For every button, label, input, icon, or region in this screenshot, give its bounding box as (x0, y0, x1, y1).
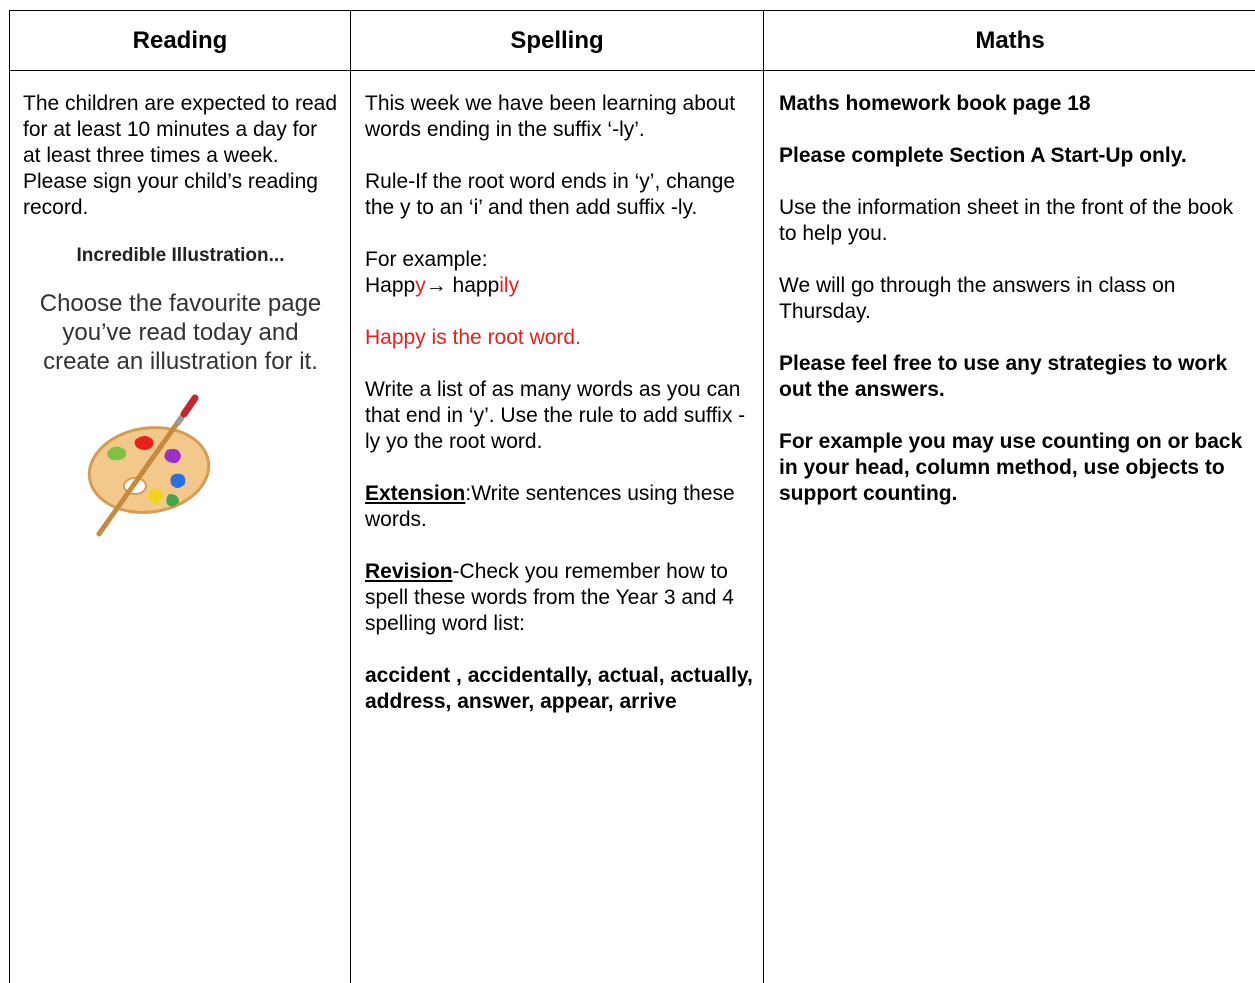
maths-info: Use the information sheet in the front of the book to help you. (779, 196, 1234, 245)
root-word-note: Happy is the root word. (365, 326, 581, 349)
illustration-instructions: Choose the favourite page you’ve read today and create an illustration for it. (39, 290, 322, 375)
maths-book-page: Maths homework book page 18 (779, 92, 1091, 115)
maths-section: Please complete Section A Start-Up only. (779, 144, 1187, 167)
maths-strategies: Please feel free to use any strategies to work out the answers. (779, 352, 1228, 401)
example-line: Happy→ happily (365, 274, 520, 297)
reading-column (10, 11, 351, 983)
spelling-column (351, 11, 764, 983)
maths-cell (764, 71, 1255, 507)
revision-label: Revision (365, 560, 453, 583)
spelling-header: Spelling (351, 11, 763, 71)
spelling-task: Write a list of as many words as you can that end in ‘y’. Use the rule to add suffix -ly yo the root word. (365, 378, 746, 453)
spelling-word-list: accident , accidentally, actual, actually, address, answer, appear, arrive (365, 664, 753, 713)
extension-label: Extension (365, 482, 466, 505)
revision-note: Revision-Check you remember how to spell these words from the Year 3 and 4 spelling word list: (365, 560, 734, 635)
reading-header: Reading (10, 11, 350, 71)
maths-header: Maths (764, 11, 1255, 71)
extension-note: Extension:Write sentences using these words. (365, 482, 735, 531)
reading-sign-note: Please sign your child’s reading record. (23, 170, 318, 219)
spelling-cell (351, 71, 763, 715)
maths-answers: We will go through the answers in class on Thursday. (779, 274, 1176, 323)
example-label: For example: (365, 248, 488, 271)
spelling-rule: Rule-If the root word ends in ‘y’, change the y to an ‘i’ and then add suffix -ly. (365, 170, 736, 219)
paint-palette-icon (77, 390, 237, 538)
homework-table (9, 10, 1255, 983)
reading-intro: The children are expected to read for at least 10 minutes a day for at least three times a week. (23, 92, 338, 167)
reading-cell (10, 71, 350, 538)
illustration-title: Incredible Illustration... (76, 245, 285, 266)
maths-column (764, 11, 1255, 983)
spelling-intro: This week we have been learning about words ending in the suffix ‘-ly’. (365, 92, 736, 141)
maths-examples: For example you may use counting on or back in your head, column method, use objects to support counting. (779, 430, 1243, 505)
